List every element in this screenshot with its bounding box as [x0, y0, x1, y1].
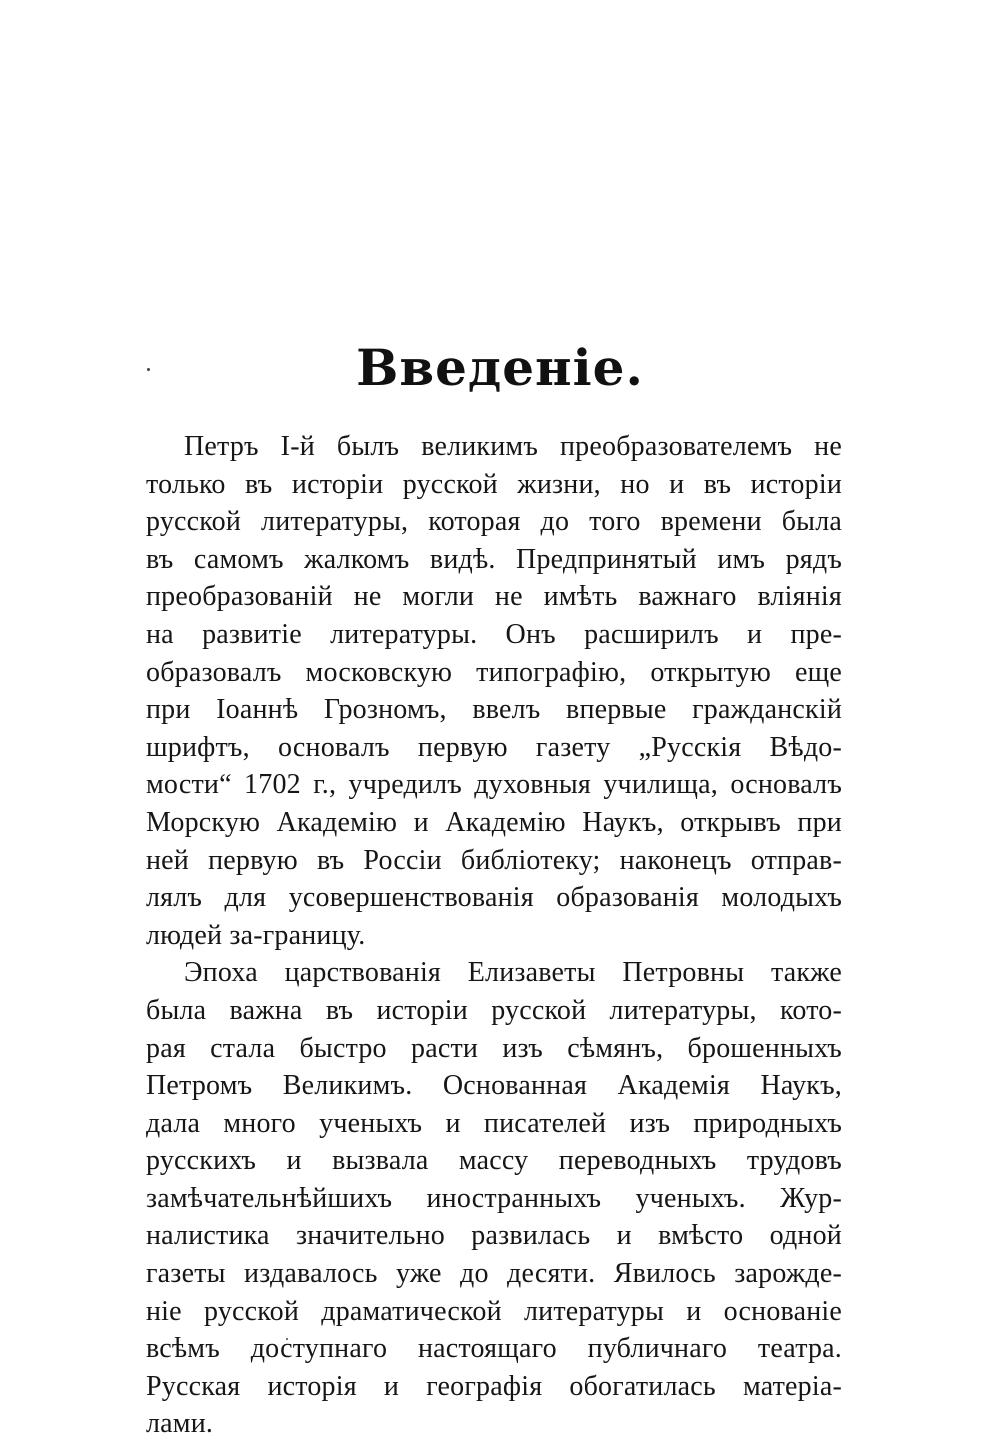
- text-line: налистика значительно развилась и вмѣсто одной: [146, 1220, 842, 1252]
- text-line: ней первую въ Россіи библіотеку; наконецъ отправ-: [146, 844, 842, 876]
- text-line: ніе русской драматической литературы и основаніе: [146, 1295, 842, 1327]
- paragraph-1: [146, 428, 842, 954]
- text-line: лялъ для усовершенствованія образованія молодыхъ: [146, 882, 842, 914]
- text-line: газеты издавалось уже до десяти. Явилось зарожде-: [146, 1258, 842, 1290]
- text-line: образовалъ московскую типографію, открытую еще: [146, 656, 842, 688]
- text-line: дала много ученыхъ и писателей изъ природныхъ: [146, 1107, 842, 1139]
- text-line: рая стала быстро расти изъ сѣмянъ, брошенныхъ: [146, 1032, 842, 1064]
- text-line: Петръ І-й былъ великимъ преобразователемъ не: [184, 431, 842, 462]
- text-line: мости“ 1702 г., учредилъ духовныя училища, основалъ: [146, 769, 842, 801]
- text-line: замѣчательнѣйшихъ иностранныхъ ученыхъ. Жур-: [146, 1182, 842, 1214]
- text-line: только въ исторіи русской жизни, но и въ исторіи: [146, 468, 842, 500]
- body-text: [146, 428, 842, 1443]
- text-line: Эпоха царствованія Елизаветы Петровны также: [184, 957, 842, 989]
- text-line: людей за-границу.: [146, 919, 366, 951]
- text-line: преобразованій не могли не имѣть важнаго вліянія: [146, 581, 842, 613]
- text-line: на развитіе литературы. Онъ расширилъ и пре-: [146, 618, 842, 650]
- page-title: Введеніе.: [356, 338, 644, 397]
- text-line: при Іоаннѣ Грозномъ, ввелъ впервые гражданскій: [146, 694, 842, 726]
- text-line: русской литературы, которая до того времени была: [146, 506, 842, 538]
- text-line: Русская исторія и географія обогатилась матеріа-: [146, 1370, 842, 1402]
- text-line: всѣмъ доступнаго настоящаго публичнаго театра.: [146, 1333, 842, 1365]
- text-line: была важна въ исторіи русской литературы, кото-: [146, 994, 842, 1026]
- text-line: Морскую Академію и Академію Наукъ, открывъ при: [146, 806, 842, 838]
- text-line: шрифтъ, основалъ первую газету „Русскія Вѣдо-: [146, 731, 842, 763]
- text-line: въ самомъ жалкомъ видѣ. Предпринятый имъ рядъ: [146, 543, 842, 575]
- text-line: Петромъ Великимъ. Основанная Академія Наукъ,: [146, 1070, 842, 1102]
- text-line: русскихъ и вызвала массу переводныхъ трудовъ: [146, 1145, 842, 1177]
- text-line: лами.: [146, 1408, 214, 1440]
- paragraph-2: [146, 954, 842, 1443]
